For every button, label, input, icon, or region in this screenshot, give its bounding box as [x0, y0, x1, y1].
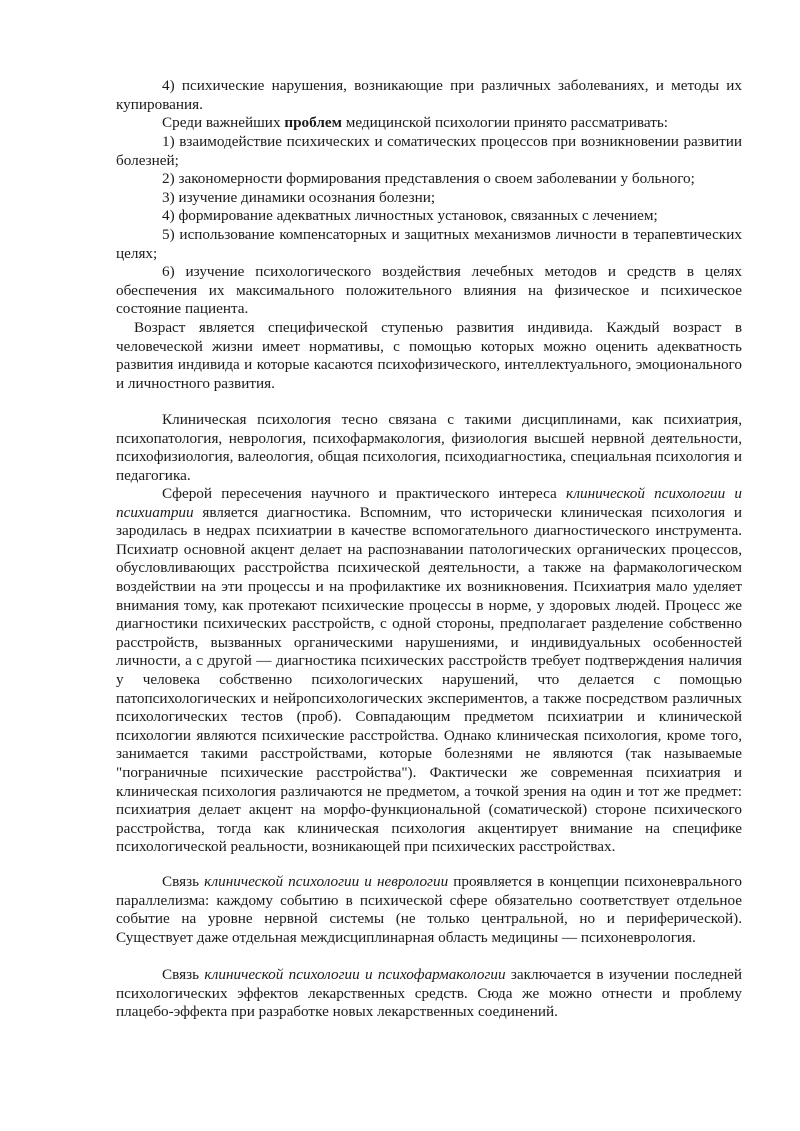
paragraph-pharmacology-link — [116, 966, 742, 1022]
problems-bold-word: проблем — [284, 114, 342, 131]
neurology-link-body: проявляется в концепции психоневрального параллелизма: каждому событию в психической сфере обязательно соответствует отдельное событие на уровне нервной системы (не только центральной, но и периферической). Существует даже отдельная междисциплинарная область медицины — психоневрология. — [116, 873, 743, 946]
list-item-6: 6) изучение психологического воздействия лечебных методов и средств в целях обеспечения их максимального положительного влияния на физическое и психическое состояние пациента. — [116, 263, 742, 318]
paragraph-neurology-link — [116, 873, 742, 947]
psychiatry-link-body: является диагностика. Вспомним, что исторически клиническая психология и зародилась в недрах психиатрии в качестве вспомогательного диагностического инструмента. Психиатр основной акцент делает на распознавании патологических органических процессов, обусловливающих расстройства психической деятельности, а также на фармакологическом воздействии на эти процессы и на профилактике их возникновения. Психиатрия мало уделяет внимания тому, как протекают психические процессы в норме, у здоровых людей. Процесс же диагностики психических расстройств, с одной стороны, предполагает разделение собственно расстройств, вызванных органическими нарушениями, и индивидуальных особенностей личности, а с другой — диагностика психических расстройств требует подтверждения наличия у человека собственно психологических нарушений, что делается с помощью патопсихологических и нейропсихологических экспериментов, а также посредством различных психологических тестов (проб). Совпадающим предметом психиатрии и клинической психологии являются психические расстройства. Однако клиническая психология, кроме того, занимается такими расстройствами, которые болезнями не являются (так называемые "пограничные психические расстройства"). Фактически же современная психиатрия и клиническая психология различаются не предметом, а точкой зрения на один и тот же предмет: психиатрия делает акцент на морфо-функциональной (соматической) стороне психического расстройства, тогда как клиническая психология акцентирует внимание на специфике психологической реальности, возникающей при психических расстройствах. — [116, 503, 742, 856]
list-item-1: 1) взаимодействие психических и соматических процессов при возникновении развитии болезней; — [116, 133, 742, 169]
neurology-link-lead: Связь — [162, 873, 205, 890]
paragraph-problems-intro — [116, 114, 742, 133]
paragraph-item-4-methods: 4) психические нарушения, возникающие при различных заболеваниях, и методы их купирования. — [116, 77, 742, 113]
problems-intro-tail: медицинской психологии принято рассматривать: — [341, 114, 668, 131]
pharmacology-link-lead: Связь — [162, 966, 205, 983]
problems-intro-text: Среди важнейших — [162, 114, 285, 131]
psychiatry-link-italic: клинической психологии и психиатрии — [116, 485, 742, 521]
neurology-link-italic: клинической психологии и неврологии — [204, 873, 449, 890]
list-item-5: 5) использование компенсаторных и защитных механизмов личности в терапевтических целях; — [116, 226, 742, 262]
list-item-2: 2) закономерности формирования представления о своем заболевании у больного; — [162, 170, 695, 187]
list-item-4: 4) формирование адекватных личностных установок, связанных с лечением; — [162, 207, 658, 224]
pharmacology-link-italic: клинической психологии и психофармакологии — [204, 966, 506, 983]
paragraph-clinical-disciplines: Клиническая психология тесно связана с такими дисциплинами, как психиатрия, психопатология, неврология, психофармакология, физиология высшей нервной деятельности, психофизиология, валеология, общая психология, психодиагностика, специальная психология и педагогика. — [116, 411, 742, 484]
psychiatry-link-lead: Сферой пересечения научного и практического интереса — [162, 485, 566, 502]
paragraph-psychiatry-link — [116, 485, 742, 857]
paragraph-age: Возраст является специфической ступенью развития индивида. Каждый возраст в человеческой жизни имеет нормативы, с помощью которых можно оценить адекватность развития индивида и которые касаются психофизического, интеллектуального, эмоционального и личностного развития. — [116, 319, 742, 392]
list-item-3: 3) изучение динамики осознания болезни; — [162, 189, 436, 206]
pharmacology-link-body: заключается в изучении последней психологических эффектов лекарственных средств. Сюда же можно отнести и проблему плацебо-эффекта при разработке новых лекарственных соединений. — [116, 966, 743, 1021]
